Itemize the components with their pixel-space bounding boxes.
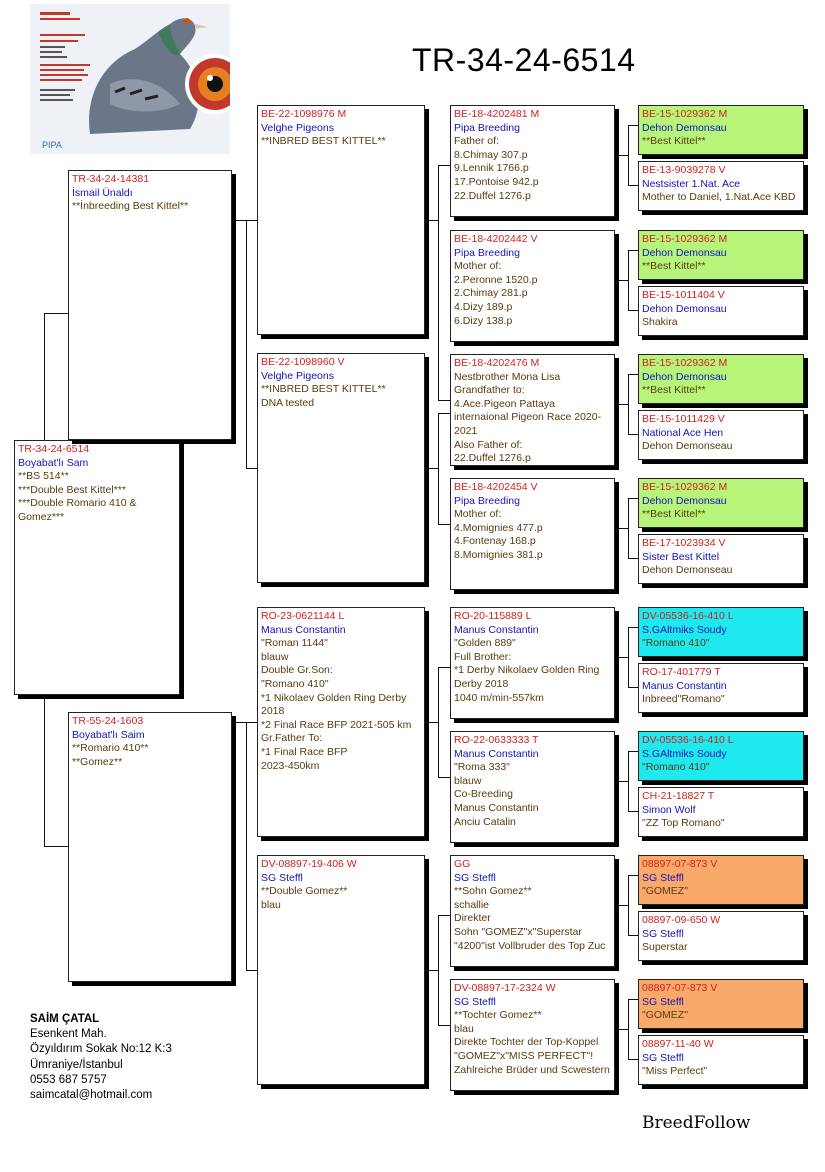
pigeon-thumbnail bbox=[30, 4, 230, 154]
connector-line bbox=[628, 875, 638, 876]
pigeon-note: Inbreed"Romano" bbox=[642, 693, 725, 706]
pigeon-ring: BE-18-4202476 M bbox=[454, 357, 540, 369]
pigeon-ring: BE-18-4202442 V bbox=[454, 233, 538, 245]
connector-line bbox=[44, 313, 68, 314]
pigeon-breeder: SG Steffl bbox=[642, 871, 684, 884]
pigeon-ring: 08897-11-40 W bbox=[642, 1038, 714, 1050]
connector-line bbox=[619, 1029, 629, 1030]
pigeon-card-gen4 bbox=[638, 911, 804, 961]
pigeon-note: Dehon Demonseau bbox=[642, 564, 733, 577]
pigeon-note: **INBRED BEST KITTEL** DNA tested bbox=[261, 383, 386, 409]
connector-line bbox=[438, 667, 450, 668]
pigeon-note: Father of: 8.Chimay 307.p 9.Lennik 1766.p 17.Pontoise 942.p 22.Duffel 1276.p bbox=[454, 135, 539, 202]
pigeon-breeder: Velghe Pigeons bbox=[261, 369, 334, 382]
pigeon-breeder: Nestsister 1.Nat. Ace bbox=[642, 177, 741, 190]
pigeon-ring: RO-23-0621144 L bbox=[261, 610, 345, 622]
pigeon-breeder: Manus Constantin bbox=[261, 623, 346, 636]
connector-line bbox=[246, 970, 257, 971]
pigeon-note: **Best Kittel** bbox=[642, 135, 706, 148]
pigeon-card-gen4 bbox=[638, 1035, 804, 1085]
pigeon-ring: RO-20-115889 L bbox=[454, 610, 532, 622]
connector-line bbox=[628, 751, 638, 752]
pigeon-card-gen3 bbox=[450, 478, 615, 590]
pigeon-note: Shakira bbox=[642, 316, 678, 329]
connector-line bbox=[628, 250, 638, 251]
pigeon-card-gen2 bbox=[257, 353, 425, 583]
pigeon-note: **Double Gomez** blau bbox=[261, 885, 348, 911]
pigeon-ring: BE-15-1029362 M bbox=[642, 481, 728, 493]
connector-line bbox=[628, 310, 638, 311]
pigeon-card-gen4 bbox=[638, 105, 804, 155]
connector-line bbox=[619, 404, 629, 405]
pigeon-note: "Romano 410" bbox=[642, 637, 710, 650]
pigeon-note: **Best Kittel** bbox=[642, 260, 706, 273]
connector-line bbox=[438, 524, 450, 525]
pigeon-note: **Best Kittel** bbox=[642, 508, 706, 521]
pigeon-ring: DV-05536-16-410 L bbox=[642, 610, 734, 622]
connector-line bbox=[628, 811, 638, 812]
pigeon-note: **Romario 410** **Gomez** bbox=[72, 742, 149, 768]
connector-line bbox=[246, 468, 257, 469]
pigeon-ring: TR-34-24-14381 bbox=[72, 173, 150, 185]
pigeon-card-gen3 bbox=[450, 979, 615, 1091]
connector-line bbox=[628, 627, 638, 628]
pigeon-note: Mother to Daniel, 1.Nat.Ace KBD bbox=[642, 191, 796, 204]
pigeon-ring: BE-18-4202454 V bbox=[454, 481, 538, 493]
owner-phone: 0553 687 5757 bbox=[30, 1073, 107, 1086]
pigeon-note: "Golden 889" Full Brother: *1 Derby Nikolaev Golden Ring Derby 2018 1040 m/min-557km bbox=[454, 637, 600, 704]
connector-line bbox=[246, 722, 247, 971]
pigeon-ring: RO-22-0633333 T bbox=[454, 734, 539, 746]
connector-line bbox=[628, 999, 638, 1000]
pigeon-ring: BE-15-1029362 M bbox=[642, 233, 728, 245]
pigeon-breeder: SG Steffl bbox=[642, 927, 684, 940]
connector-line bbox=[429, 220, 439, 221]
pigeon-breeder: Manus Constantin bbox=[454, 747, 539, 760]
connector-line bbox=[438, 165, 450, 166]
pigeon-note: **Tochter Gomez** blau Direkte Tochter der Top-Koppel "GOMEZ"x"MISS PERFECT"! Zahlreiche Brüder und Scwestern bbox=[454, 1009, 610, 1076]
connector-line bbox=[438, 915, 450, 916]
pigeon-card-gen4 bbox=[638, 161, 804, 211]
pigeon-ring: CH-21-18827 T bbox=[642, 790, 715, 802]
pigeon-breeder: Sister Best Kittel bbox=[642, 550, 720, 563]
pigeon-breeder: Pipa Breeding bbox=[454, 494, 520, 507]
connector-line bbox=[429, 468, 439, 469]
connector-line bbox=[628, 687, 638, 688]
pigeon-card-gen3 bbox=[450, 731, 615, 843]
connector-line bbox=[628, 125, 638, 126]
pigeon-note: "Miss Perfect" bbox=[642, 1065, 708, 1078]
pigeon-breeder: SG Steffl bbox=[454, 995, 496, 1008]
pigeon-card-gen2 bbox=[257, 105, 425, 335]
owner-address-line: Ümraniye/İstanbul bbox=[30, 1058, 123, 1071]
pigeon-card-gen4 bbox=[638, 787, 804, 837]
pigeon-ring: GG bbox=[454, 858, 471, 870]
pigeon-note: **BS 514** ***Double Best Kittel*** ***Double Romario 410 & Gomez*** bbox=[18, 470, 137, 523]
pigeon-note: Superstar bbox=[642, 941, 688, 954]
pigeon-breeder: Velghe Pigeons bbox=[261, 121, 334, 134]
pigeon-card-gen4 bbox=[638, 663, 804, 713]
connector-line bbox=[628, 558, 638, 559]
pigeon-ring: BE-13-9039278 V bbox=[642, 164, 726, 176]
connector-line bbox=[619, 781, 629, 782]
page-title: TR-34-24-6514 bbox=[412, 42, 636, 78]
pigeon-note: "ZZ Top Romano" bbox=[642, 817, 725, 830]
connector-line bbox=[628, 1059, 638, 1060]
connector-line bbox=[246, 220, 257, 221]
pigeon-card-gen4 bbox=[638, 534, 804, 584]
connector-line bbox=[619, 155, 629, 156]
pigeon-breeder: SG Steffl bbox=[642, 1051, 684, 1064]
pigeon-note: "Roma 333" blauw Co-Breeding Manus Constantin Anciu Catalin bbox=[454, 761, 539, 828]
pigeon-ring: TR-55-24-1603 bbox=[72, 715, 144, 727]
pigeon-ring: BE-17-1023934 V bbox=[642, 537, 726, 549]
pigeon-card-gen4 bbox=[638, 410, 804, 460]
connector-line bbox=[438, 413, 450, 414]
svg-text:PIPA: PIPA bbox=[42, 140, 62, 150]
owner-name: SAİM ÇATAL bbox=[30, 1013, 100, 1025]
connector-line bbox=[619, 657, 629, 658]
connector-line bbox=[628, 374, 638, 375]
pigeon-ring: RO-17-401779 T bbox=[642, 666, 721, 678]
connector-line bbox=[619, 905, 629, 906]
pigeon-ring: DV-08897-19-406 W bbox=[261, 858, 357, 870]
pigeon-breeder: Simon Wolf bbox=[642, 803, 696, 816]
pigeon-breeder: Dehon Demonsau bbox=[642, 494, 727, 507]
pigeon-breeder: SG Steffl bbox=[454, 871, 496, 884]
pigeon-note: Nestbrother Mona Lisa Grandfather to: 4.Ace.Pigeon Pattaya internaional Pigeon Race 2020-2021 Also Father of: 22.Duffel 1276.p bbox=[454, 370, 602, 465]
pigeon-ring: DV-05536-16-410 L bbox=[642, 734, 734, 746]
pigeon-card-subject bbox=[14, 440, 180, 695]
pigeon-note: **İnbreeding Best Kittel** bbox=[72, 200, 189, 213]
pigeon-ring: 08897-07-873 V bbox=[642, 858, 718, 870]
pigeon-ring: BE-15-1029362 M bbox=[642, 357, 728, 369]
pigeon-card-gen4 bbox=[638, 286, 804, 336]
pigeon-card-gen4 bbox=[638, 731, 804, 781]
owner-address-line: Esenkent Mah. bbox=[30, 1028, 107, 1041]
pigeon-breeder: Pipa Breeding bbox=[454, 246, 520, 259]
connector-line bbox=[429, 970, 439, 971]
connector-line bbox=[628, 434, 638, 435]
pigeon-card-gen3 bbox=[450, 855, 615, 967]
pigeon-ring: 08897-09-650 W bbox=[642, 914, 721, 926]
owner-email: saimcatal@hotmail.com bbox=[30, 1089, 153, 1102]
pigeon-ring: BE-22-1098976 M bbox=[261, 108, 347, 120]
pigeon-note: **Sohn Gomez** schallie Direkter Sohn "GOMEZ"x"Superstar "4200"ist Vollbruder des Top Zuc bbox=[454, 885, 606, 952]
pigeon-card-gen2 bbox=[257, 855, 425, 1085]
connector-line bbox=[44, 313, 45, 440]
pigeon-ring: DV-08897-17-2324 W bbox=[454, 982, 556, 994]
pigeon-breeder: Boyabat'lı Sam bbox=[18, 456, 89, 469]
pigeon-card-gen4 bbox=[638, 478, 804, 528]
pigeon-breeder: Dehon Demonsau bbox=[642, 302, 727, 315]
pigeon-breeder: SG Steffl bbox=[261, 871, 303, 884]
pigeon-breeder: Pipa Breeding bbox=[454, 121, 520, 134]
pigeon-breeder: Dehon Demonsau bbox=[642, 246, 727, 259]
pigeon-card-gen3 bbox=[450, 105, 615, 217]
pigeon-card-gen4 bbox=[638, 979, 804, 1029]
pigeon-breeder: S.GAltmiks Soudy bbox=[642, 747, 727, 760]
pigeon-breeder: S.GAltmiks Soudy bbox=[642, 623, 727, 636]
connector-line bbox=[438, 777, 450, 778]
pigeon-ring: BE-15-1011429 V bbox=[642, 413, 725, 425]
connector-line bbox=[619, 528, 629, 529]
pigeon-ring: BE-15-1011404 V bbox=[642, 289, 725, 301]
pigeon-card-gen4 bbox=[638, 230, 804, 280]
pigeon-card-gen3 bbox=[450, 354, 615, 466]
pigeon-ring: BE-22-1098960 V bbox=[261, 356, 345, 368]
pigeon-breeder: Boyabat'lı Saim bbox=[72, 728, 145, 741]
pigeon-note: Mother of: 2.Peronne 1520.p 2.Chimay 281.p 4.Dizy 189.p 6.Dizy 138.p bbox=[454, 260, 538, 327]
connector-line bbox=[44, 699, 45, 847]
connector-line bbox=[246, 220, 247, 469]
connector-line bbox=[628, 185, 638, 186]
owner-address-line: Özyıldırım Sokak No:12 K:3 bbox=[30, 1043, 172, 1056]
pigeon-ring: 08897-07-873 V bbox=[642, 982, 718, 994]
pigeon-breeder: Dehon Demonsau bbox=[642, 370, 727, 383]
pigeon-breeder: Manus Constantin bbox=[642, 679, 727, 692]
pigeon-note: Mother of: 4.Momignies 477.p 4.Fontenay 168.p 8.Momignies 381.p bbox=[454, 508, 543, 561]
pigeon-breeder: National Ace Hen bbox=[642, 426, 724, 439]
brand-logo-text: BreedFollow bbox=[642, 1113, 751, 1133]
pigeon-note: "GOMEZ" bbox=[642, 885, 688, 898]
pigeon-note: "Roman 1144" blauw Double Gr.Son: "Romano 410" *1 Nikolaev Golden Ring Derby 2018 *2 Final Race BFP 2021-505 km Gr.Father To: *1 Final Race BFP 2023-450km bbox=[261, 637, 412, 772]
pigeon-breeder: SG Steffl bbox=[642, 995, 684, 1008]
connector-line bbox=[438, 1025, 450, 1026]
pigeon-note: **Best Kittel** bbox=[642, 384, 706, 397]
pigeon-photo-icon bbox=[30, 4, 230, 154]
pigeon-ring: TR-34-24-6514 bbox=[18, 443, 90, 455]
connector-line bbox=[438, 400, 450, 401]
pigeon-card-gen4 bbox=[638, 855, 804, 905]
connector-line bbox=[44, 846, 68, 847]
connector-line bbox=[628, 935, 638, 936]
pigeon-card-gen3 bbox=[450, 607, 615, 719]
pigeon-ring: BE-18-4202481 M bbox=[454, 108, 540, 120]
pigeon-note: **INBRED BEST KITTEL** bbox=[261, 135, 386, 148]
pigeon-note: Dehon Demonseau bbox=[642, 440, 733, 453]
pigeon-card-dam bbox=[68, 712, 232, 982]
connector-line bbox=[628, 498, 638, 499]
owner-contact bbox=[30, 1012, 172, 1103]
pigeon-note: "Romano 410" bbox=[642, 761, 710, 774]
pigeon-breeder: İsmail Ünaldı bbox=[72, 186, 133, 199]
connector-line bbox=[429, 722, 439, 723]
pigeon-card-gen4 bbox=[638, 607, 804, 657]
pigeon-breeder: Manus Constantin bbox=[454, 623, 539, 636]
pigeon-card-gen3 bbox=[450, 230, 615, 342]
pigeon-ring: BE-15-1029362 M bbox=[642, 108, 728, 120]
pigeon-card-gen4 bbox=[638, 354, 804, 404]
connector-line bbox=[438, 165, 439, 400]
pigeon-breeder: Dehon Demonsau bbox=[642, 121, 727, 134]
pigeon-card-sire bbox=[68, 170, 232, 440]
pigeon-note: "GOMEZ" bbox=[642, 1009, 688, 1022]
connector-line bbox=[619, 280, 629, 281]
pigeon-card-gen2 bbox=[257, 607, 425, 837]
connector-line bbox=[246, 722, 257, 723]
